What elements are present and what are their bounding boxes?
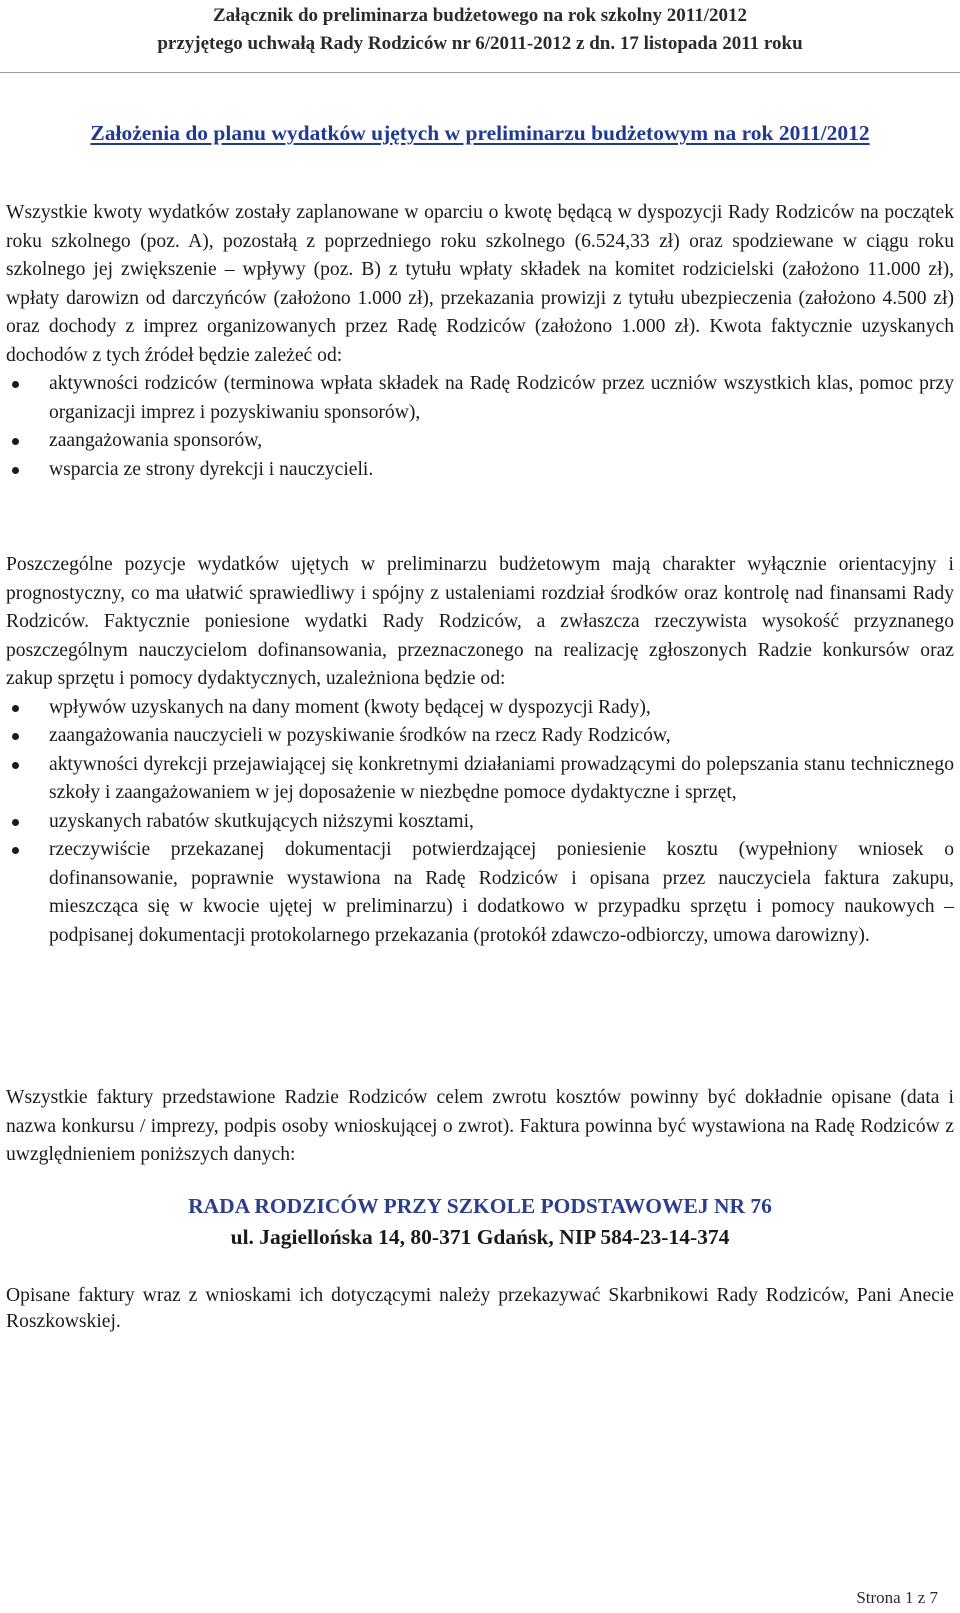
invoice-recipient-address: ul. Jagiellońska 14, 80-371 Gdańsk, NIP 584-23-14-374	[230, 1225, 730, 1249]
header-line-1: Załącznik do preliminarza budżetowego na rok szkolny 2011/2012	[213, 5, 747, 26]
document-title: Założenia do planu wydatków ujętych w preliminarzu budżetowym na rok 2011/2012	[90, 121, 870, 145]
header-line-2: przyjętego uchwałą Rady Rodziców nr 6/2011-2012 z dn. 17 listopada 2011 roku	[157, 33, 803, 54]
list-item	[6, 456, 954, 485]
list-item	[6, 694, 954, 723]
page-header	[0, 0, 960, 73]
section-expense-conditions	[6, 551, 954, 950]
invoice-submission-paragraph: Opisane faktury wraz z wnioskami ich dotyczącymi należy przekazywać Skarbnikowi Rady Rodziców, Pani Anecie Roszkowskiej.	[6, 1285, 954, 1332]
list-item-text: wsparcia ze strony dyrekcji i nauczycieli.	[49, 458, 374, 480]
income-factors-list	[6, 370, 954, 484]
list-item-text: zaangażowania nauczycieli w pozyskiwanie środków na rzecz Rady Rodziców,	[49, 725, 671, 746]
list-item-text: zaangażowania sponsorów,	[49, 430, 263, 451]
invoice-requirements-paragraph: Wszystkie faktury przedstawione Radzie Rodziców celem zwrotu kosztów powinny być dokładnie opisane (data i nazwa konkursu / imprezy, podpis osoby wnioskującej o zwrot). Faktura powinna być wystawiona na Radę Rodziców z uwzględnieniem poniższych danych:	[6, 1087, 954, 1165]
bullet-icon	[12, 381, 19, 388]
list-item-text: uzyskanych rabatów skutkujących niższymi kosztami,	[49, 810, 474, 832]
invoice-recipient-name: RADA RODZICÓW PRZY SZKOLE PODSTAWOWEJ NR 76	[188, 1194, 772, 1218]
list-item	[6, 722, 954, 751]
list-item	[6, 836, 954, 950]
list-item-text: rzeczywiście przekazanej dokumentacji potwierdzającej poniesienie kosztu (wypełniony wniosek o dofinansowanie, poprawnie wystawiona na Radę Rodziców i opisana przez nauczyciela faktura zakupu, mieszcząca się w kwocie ujętej w preliminarzu) i dodatkowo w przypadku sprzętu i pomocy naukowych – podpisanej dokumentacji protokolarnego przekazania (protokół zdawczo-odbiorczy, umowa darowizny).	[49, 839, 954, 946]
section-income-assumptions	[6, 199, 954, 484]
list-item-text: aktywności dyrekcji przejawiającej się konkretnymi działaniami prowadzącymi do polepszania stanu technicznego szkoły i zaangażowaniem w jej doposażenie w niezbędne pomoce dydaktyczne i sprzęt,	[49, 753, 954, 803]
list-item-text: aktywności rodziców (terminowa wpłata składek na Radę Rodziców przez uczniów wszystkich klas, pomoc przy organizacji imprez i pozyskiwaniu sponsorów),	[49, 373, 954, 423]
bullet-icon	[12, 847, 19, 854]
bullet-icon	[12, 438, 19, 445]
expense-intro-paragraph: Poszczególne pozycje wydatków ujętych w preliminarzu budżetowym mają charakter wyłącznie orientacyjny i prognostyczny, co ma ułatwić sprawiedliwy i spójny z ustaleniami rozdział środków oraz kontrolę nad finansami Rady Rodziców. Faktycznie poniesione wydatki Rady Rodziców, a zwłaszcza rzeczywista wysokość przyznanego poszczególnym nauczycielom dofinansowania, przeznaczonego na realizację zgłoszonych Radzie konkursów oraz zakup sprzętu i pomocy dydaktycznych, uzależniona będzie od:	[6, 554, 954, 689]
bullet-icon	[12, 819, 19, 826]
bullet-icon	[12, 467, 19, 474]
list-item	[6, 808, 954, 837]
page-number: Strona 1 z 7	[856, 1588, 938, 1607]
bullet-icon	[12, 733, 19, 740]
expense-factors-list	[6, 694, 954, 951]
bullet-icon	[12, 762, 19, 769]
bullet-icon	[12, 705, 19, 712]
list-item-text: wpływów uzyskanych na dany moment (kwoty będącej w dyspozycji Rady),	[49, 696, 651, 718]
list-item	[6, 427, 954, 456]
list-item	[6, 751, 954, 808]
list-item	[6, 370, 954, 427]
income-intro-paragraph: Wszystkie kwoty wydatków zostały zaplanowane w oparciu o kwotę będącą w dyspozycji Rady Rodziców na początek roku szkolnego (poz. A), pozostałą z poprzedniego roku szkolnego (6.524,33 zł) oraz spodziewane w ciągu roku szkolnego jej zwiększenie – wpływy (poz. B) z tytułu wpłaty składek na komitet rodzicielski (założono 11.000 zł), wpłaty darowizn od darczyńców (założono 1.000 zł), przekazania prowizji z tytułu ubezpieczenia (założono 4.500 zł) oraz dochody z imprez organizowanych przez Radę Rodziców (założono 1.000 zł). Kwota faktycznie uzyskanych dochodów z tych źródeł będzie zależeć od:	[6, 202, 954, 366]
